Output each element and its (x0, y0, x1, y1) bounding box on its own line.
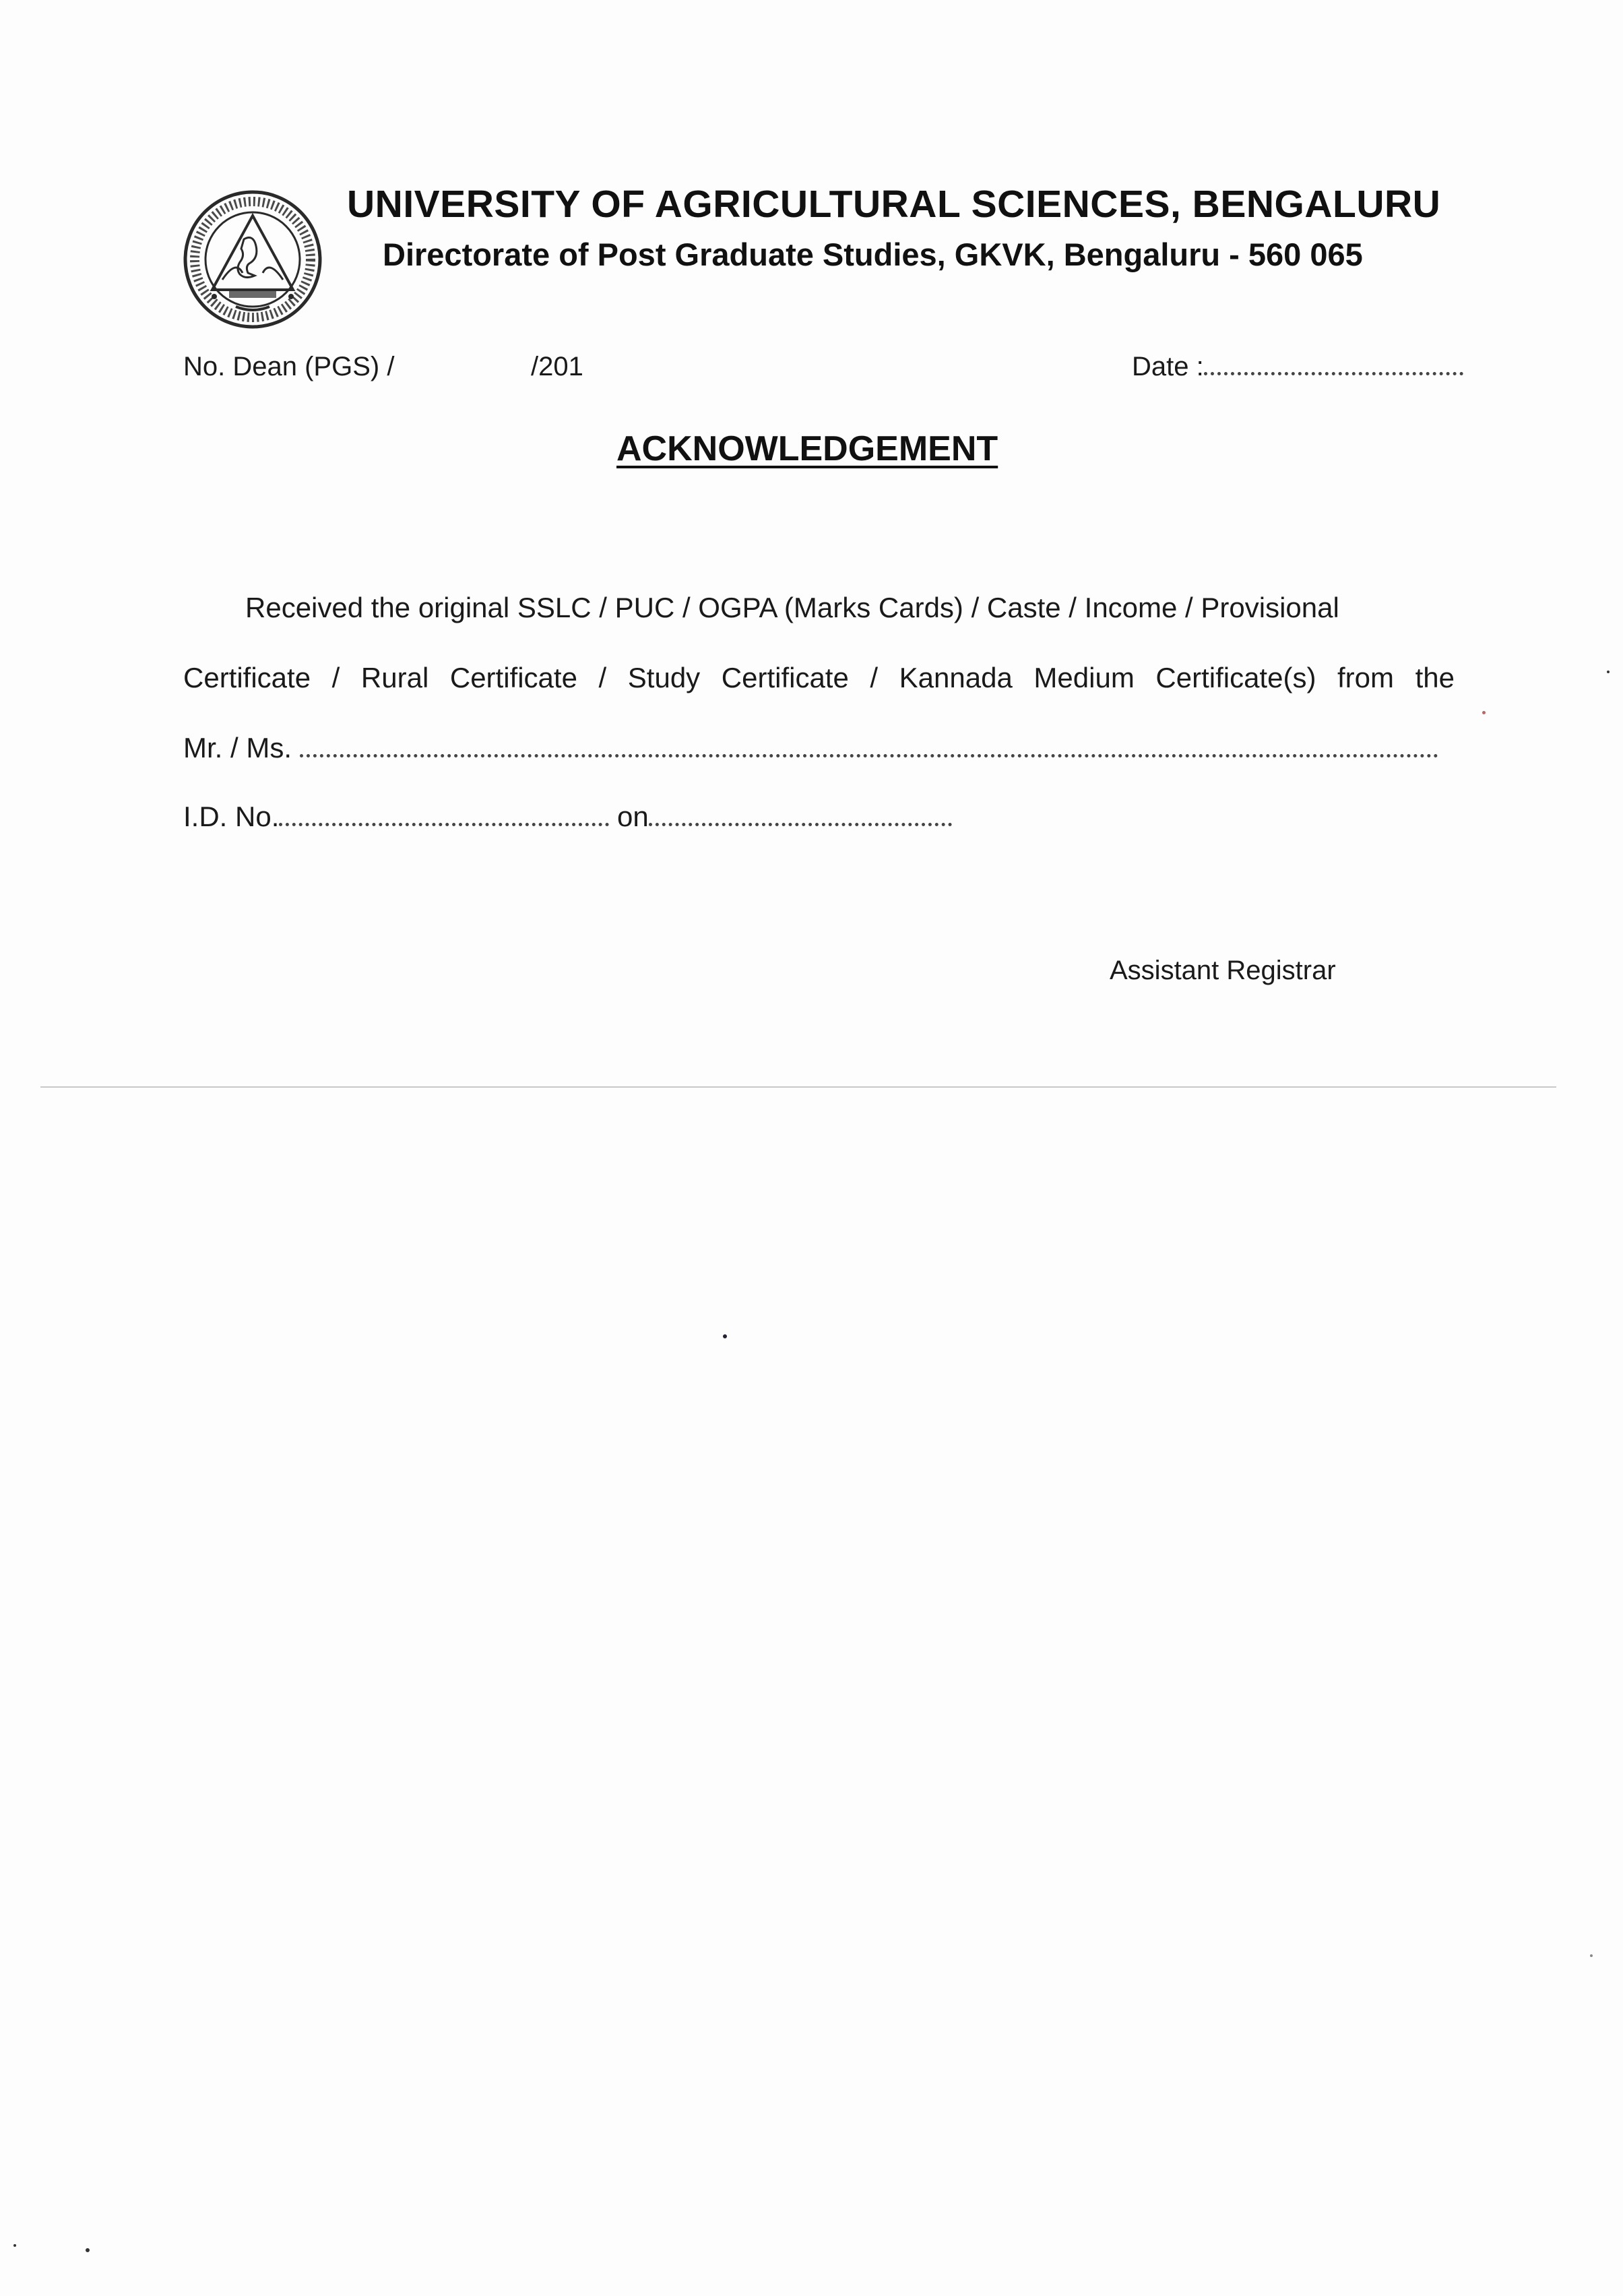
id-date-field (183, 801, 952, 833)
name-label: Mr. / Ms. (183, 732, 292, 764)
name-blank (300, 734, 1438, 757)
id-blank (279, 803, 609, 826)
on-label: on (617, 801, 649, 832)
reference-number-label: No. Dean (PGS) / (183, 352, 395, 381)
document-title: ACKNOWLEDGEMENT (616, 429, 998, 468)
university-seal-icon (182, 189, 323, 330)
on-date-blank (649, 803, 952, 826)
name-field (183, 732, 1438, 764)
university-name: UNIVERSITY OF AGRICULTURAL SCIENCES, BENGALURU (347, 183, 1441, 226)
reference-year-label: /201 (531, 352, 583, 381)
signatory-title: Assistant Registrar (1110, 956, 1336, 985)
divider (40, 1086, 1556, 1088)
scan-speck (1590, 1954, 1593, 1957)
acknowledgement-text-line-2: Certificate / Rural Certificate / Study Certificate / Kannada Medium Certificate(s) from the (183, 662, 1455, 693)
date-blank (1204, 352, 1463, 375)
directorate-name: Directorate of Post Graduate Studies, GKVK, Bengaluru - 560 065 (383, 237, 1363, 272)
date-field (1132, 352, 1463, 382)
scan-speck (723, 1334, 727, 1338)
scan-speck (1607, 671, 1610, 673)
scan-speck (1482, 711, 1486, 714)
scan-speck (13, 2244, 16, 2247)
date-label: Date : (1132, 352, 1204, 381)
acknowledgement-text-line-1: Received the original SSLC / PUC / OGPA (Marks Cards) / Caste / Income / Provisional (245, 592, 1339, 623)
id-label: I.D. No. (183, 801, 280, 832)
scan-speck (86, 2248, 90, 2252)
